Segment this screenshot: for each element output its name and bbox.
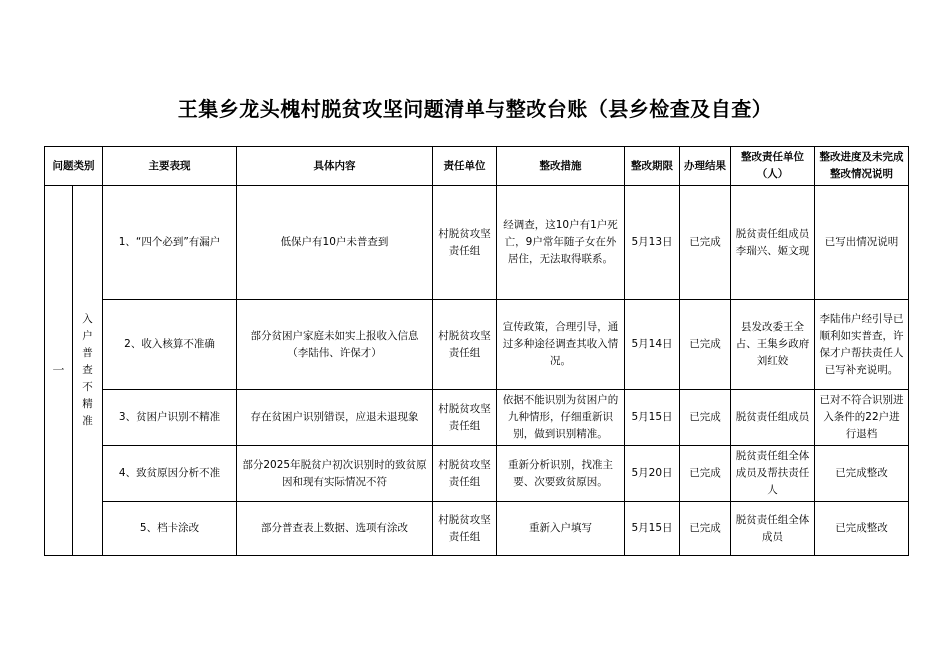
- cell-measure: 宣传政策，合理引导，通过多种途径调查其收入情况。: [497, 300, 625, 390]
- cell-result: 已完成: [680, 186, 731, 300]
- cell-measure: 重新入户填写: [497, 502, 625, 556]
- cell-deadline: 5月15日: [625, 502, 680, 556]
- cell-content: 低保户有10户未普查到: [237, 186, 433, 300]
- cell-measure: 重新分析识别，找准主要、次要致贫原因。: [497, 446, 625, 502]
- header-category: 问题类别: [45, 147, 103, 186]
- cell-measure: 依据不能识别为贫困户的九种情形，仔细重新识别，做到识别精准。: [497, 390, 625, 446]
- cell-person: 脱贫责任组全体成员及帮扶责任人: [731, 446, 815, 502]
- cell-main: 5、档卡涂改: [103, 502, 237, 556]
- header-person: 整改责任单位（人）: [731, 147, 815, 186]
- cell-person: 脱贫责任组成员: [731, 390, 815, 446]
- cell-person: 脱贫责任组成员李瑞兴、姬文现: [731, 186, 815, 300]
- cell-progress: 已完成整改: [815, 502, 909, 556]
- cell-person: 脱贫责任组全体成员: [731, 502, 815, 556]
- cell-unit: 村脱贫攻坚责任组: [433, 502, 497, 556]
- cell-progress: 已完成整改: [815, 446, 909, 502]
- cell-measure: 经调查，这10户有1户死亡，9户常年随子女在外居住，无法取得联系。: [497, 186, 625, 300]
- rectification-table: [44, 146, 909, 556]
- cell-progress: 李陆伟户经引导已顺利如实普查，许保才户帮扶责任人已写补充说明。: [815, 300, 909, 390]
- header-measure: 整改措施: [497, 147, 625, 186]
- cell-result: 已完成: [680, 502, 731, 556]
- cell-deadline: 5月20日: [625, 446, 680, 502]
- cell-content: 部分普查表上数据、选项有涂改: [237, 502, 433, 556]
- header-unit: 责任单位: [433, 147, 497, 186]
- cell-content: 部分贫困户家庭未如实上报收入信息（李陆伟、许保才）: [237, 300, 433, 390]
- cell-unit: 村脱贫攻坚责任组: [433, 446, 497, 502]
- table-row: [45, 186, 909, 300]
- cell-main: 1、“四个必到”有漏户: [103, 186, 237, 300]
- table-row: [45, 390, 909, 446]
- header-row: [45, 147, 909, 186]
- category-number: 一: [45, 186, 73, 556]
- cell-deadline: 5月13日: [625, 186, 680, 300]
- category-name: 入 户 普 查 不 精 准: [73, 186, 103, 556]
- cell-result: 已完成: [680, 446, 731, 502]
- cell-unit: 村脱贫攻坚责任组: [433, 390, 497, 446]
- cell-person: 县发改委王全占、王集乡政府刘红姣: [731, 300, 815, 390]
- cell-result: 已完成: [680, 300, 731, 390]
- table-row: [45, 502, 909, 556]
- header-main: 主要表现: [103, 147, 237, 186]
- cell-unit: 村脱贫攻坚责任组: [433, 186, 497, 300]
- table-row: [45, 300, 909, 390]
- cell-content: 存在贫困户识别错误，应退未退现象: [237, 390, 433, 446]
- cell-deadline: 5月14日: [625, 300, 680, 390]
- header-progress: 整改进度及未完成整改情况说明: [815, 147, 909, 186]
- page-title: 王集乡龙头槐村脱贫攻坚问题清单与整改台账（县乡检查及自查）: [177, 97, 773, 121]
- cell-progress: 已对不符合识别进入条件的22户进行退档: [815, 390, 909, 446]
- header-result: 办理结果: [680, 147, 731, 186]
- cell-deadline: 5月15日: [625, 390, 680, 446]
- cell-content: 部分2025年脱贫户初次识别时的致贫原因和现有实际情况不符: [237, 446, 433, 502]
- table-row: [45, 446, 909, 502]
- cell-progress: 已写出情况说明: [815, 186, 909, 300]
- cell-result: 已完成: [680, 390, 731, 446]
- header-deadline: 整改期限: [625, 147, 680, 186]
- cell-main: 3、贫困户识别不精准: [103, 390, 237, 446]
- cell-unit: 村脱贫攻坚责任组: [433, 300, 497, 390]
- cell-main: 2、收入核算不准确: [103, 300, 237, 390]
- header-content: 具体内容: [237, 147, 433, 186]
- cell-main: 4、致贫原因分析不准: [103, 446, 237, 502]
